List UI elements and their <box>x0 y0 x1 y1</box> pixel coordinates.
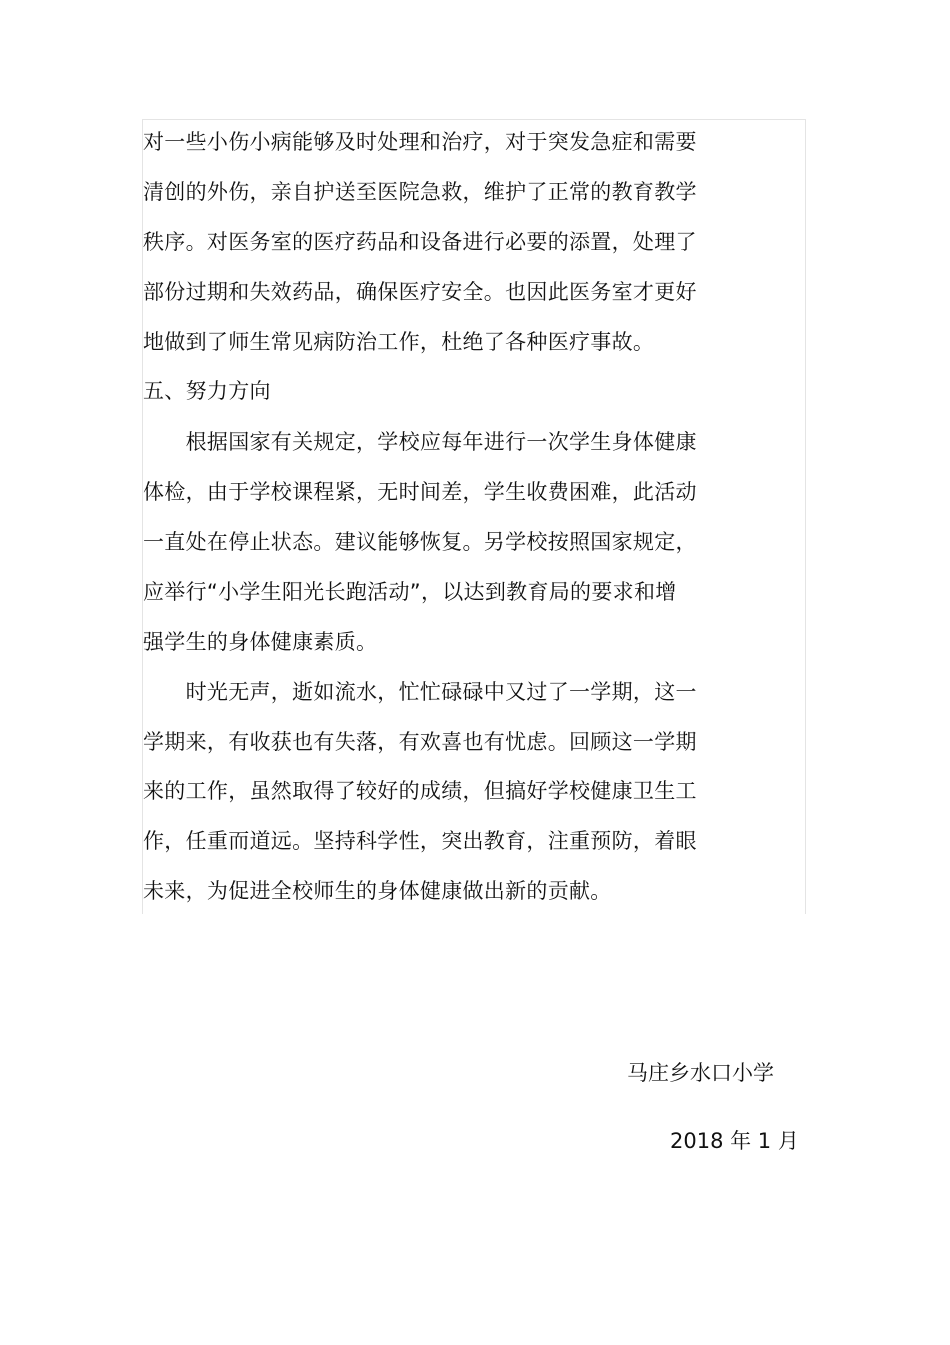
paragraph-line: 学期来，有收获也有失落，有欢喜也有忧虑。回顾这一学期 <box>143 730 697 754</box>
paragraph-line: 一直处在停止状态。建议能够恢复。另学校按照国家规定， <box>143 530 697 554</box>
paragraph-line: 应举行“小学生阳光长跑活动”，以达到教育局的要求和增 <box>143 580 677 604</box>
paragraph-line: 体检，由于学校课程紧，无时间差，学生收费困难，此活动 <box>143 480 697 504</box>
paragraph-line: 清创的外伤，亲自护送至医院急救，维护了正常的教育教学 <box>143 180 697 204</box>
signature-school: 马庄乡水口小学 <box>627 1061 774 1085</box>
section-heading: 五、努力方向 <box>143 379 271 403</box>
paragraph-line: 未来，为促进全校师生的身体健康做出新的贡献。 <box>143 879 612 903</box>
paragraph-line: 根据国家有关规定，学校应每年进行一次学生身体健康 <box>143 430 697 454</box>
paragraph-line: 作，任重而道远。坚持科学性，突出教育，注重预防，着眼 <box>143 829 697 853</box>
signature-date: 2018 年 1 月 <box>670 1129 799 1153</box>
paragraph-line: 强学生的身体健康素质。 <box>143 630 378 654</box>
paragraph-line: 时光无声，逝如流水，忙忙碌碌中又过了一学期，这一 <box>143 680 697 704</box>
paragraph-line: 部份过期和失效药品，确保医疗安全。也因此医务室才更好 <box>143 280 697 304</box>
paragraph-line: 地做到了师生常见病防治工作，杜绝了各种医疗事故。 <box>143 330 655 354</box>
paragraph-line: 对一些小伤小病能够及时处理和治疗，对于突发急症和需要 <box>143 130 697 154</box>
paragraph-line: 秩序。对医务室的医疗药品和设备进行必要的添置，处理了 <box>143 230 697 254</box>
paragraph-line: 来的工作，虽然取得了较好的成绩，但搞好学校健康卫生工 <box>143 779 697 803</box>
